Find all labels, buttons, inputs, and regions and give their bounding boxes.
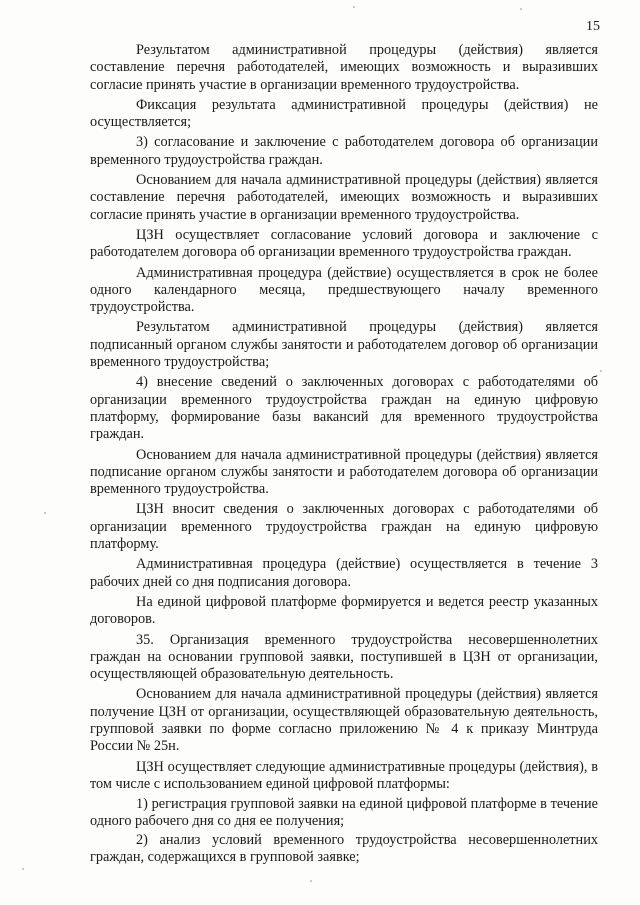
paragraph-item-4-platform: 4) внесение сведений о заключенных договорах с работодателями об организации временного трудоустройства граждан на единую цифровую платформу, формирование базы вакансий для временного трудоустройства граждан. (90, 374, 598, 443)
paragraph-czn-agreement: ЦЗН осуществляет согласование условий договора и заключение с работодателем договора об организации временного трудоустройства граждан. (90, 226, 598, 261)
paragraph-basis-signing: Основанием для начала административной процедуры (действия) является подписание органом службы занятости и работодателем договора об организации временного трудоустройства. (90, 446, 598, 498)
document-body (90, 42, 598, 867)
paragraph-czn-procedures: ЦЗН осуществляет следующие административные процедуры (действия), в том числе с использованием единой цифровой платформы: (90, 758, 598, 792)
page-number: 15 (586, 19, 600, 34)
paragraph-czn-enters-data: ЦЗН вносит сведения о заключенных договорах с работодателями об организации временного трудоустройства граждан на единую цифровую платформу. (90, 501, 598, 553)
paragraph-registry: На единой цифровой платформе формируется и ведется реестр указанных договоров. (90, 593, 598, 628)
paragraph-item-2-analysis: 2) анализ условий временного трудоустройства несовершеннолетних граждан, содержащихся в групповой заявке; (90, 831, 598, 866)
paragraph-basis-agreement: Основанием для начала административной процедуры (действия) является составление перечня работодателей, имеющих возможность и выразивших согласие принять участие в организации временного трудоустройства. (90, 172, 598, 223)
scan-speck (600, 370, 602, 372)
paragraph-term-one-month: Административная процедура (действие) осуществляется в срок не более одного календарного месяца, предшествующего началу временного трудоустройства. (90, 264, 598, 316)
paragraph-basis-group-application: Основанием для начала административной процедуры (действия) является получение ЦЗН от организации, осуществляющей образовательную деятельность, групповой заявки по форме согласно приложению № 4 к приказу Минтруда России № 25н. (90, 686, 598, 755)
scan-speck (22, 868, 24, 870)
scan-speck (520, 8, 522, 10)
scan-speck (310, 880, 312, 882)
paragraph-item-1-registration: 1) регистрация групповой заявки на единой цифровой платформе в течение одного рабочего дня со дня ее получения; (90, 796, 598, 830)
scan-speck (44, 512, 46, 514)
paragraph-item-3-agreement: 3) согласование и заключение с работодателем договора об организации временного трудоустройства граждан. (90, 134, 598, 168)
paragraph-result-signed-contract: Результатом административной процедуры (действия) является подписанный органом службы занятости и работодателем договор об организации временного трудоустройства; (90, 319, 598, 371)
paragraph-result-employer-list: Результатом административной процедуры (действия) является составление перечня работодателей, имеющих возможность и выразивших согласие принять участие в организации временного трудоустройства. (90, 42, 598, 93)
paragraph-section-35: 35. Организация временного трудоустройства несовершеннолетних граждан на основании групповой заявки, поступившей в ЦЗН от организации, осуществляющей образовательную деятельность. (90, 631, 598, 683)
scan-speck (353, 6, 355, 8)
paragraph-fixation-result: Фиксация результата административной процедуры (действия) не осуществляется; (90, 96, 598, 131)
paragraph-term-3-days: Административная процедура (действие) осуществляется в течение 3 рабочих дней со дня подписания договора. (90, 556, 598, 590)
